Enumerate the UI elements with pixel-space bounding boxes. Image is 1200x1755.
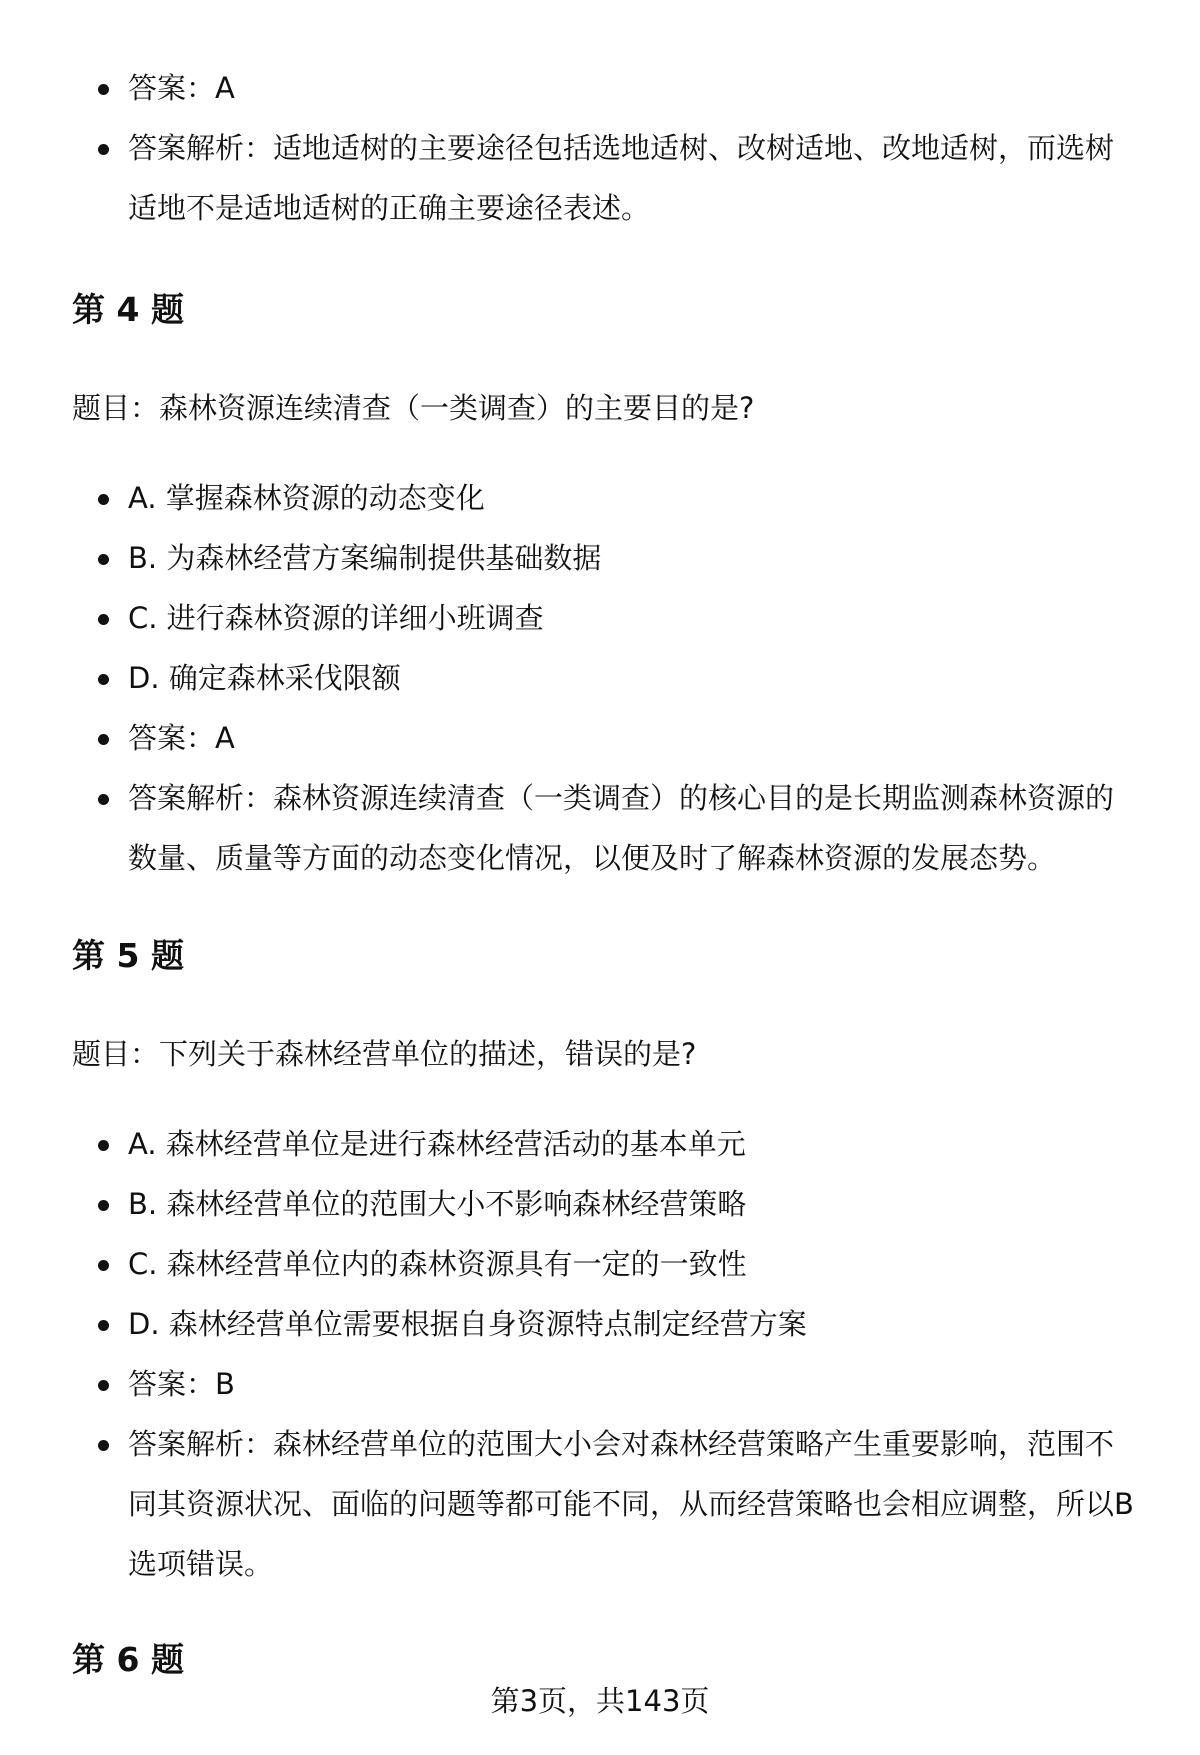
list-item xyxy=(0,1114,1200,1174)
list-item xyxy=(0,1354,1200,1414)
explanation-text: 答案解析：森林资源连续清查（一类调查）的核心目的是长期监测森林资源的数量、质量等方面的动态变化情况，以便及时了解森林资源的发展态势。 xyxy=(128,781,1115,875)
option-text: D. 森林经营单位需要根据自身资源特点制定经营方案 xyxy=(128,1307,807,1341)
list-item xyxy=(0,118,1200,238)
list-item xyxy=(0,648,1200,708)
bullet-icon xyxy=(98,734,109,745)
question-heading: 第 5 题 xyxy=(72,936,184,975)
list-item xyxy=(0,468,1200,528)
answer-text: 答案：A xyxy=(128,71,235,105)
list-item xyxy=(0,588,1200,648)
option-text: C. 进行森林资源的详细小班调查 xyxy=(128,601,544,635)
list-item xyxy=(0,58,1200,118)
bullet-icon xyxy=(98,494,109,505)
list-item xyxy=(0,528,1200,588)
answer-text: 答案：A xyxy=(128,721,235,755)
question-heading: 第 6 题 xyxy=(72,1640,184,1679)
question-text: 题目：下列关于森林经营单位的描述，错误的是? xyxy=(72,1037,697,1071)
option-text: B. 森林经营单位的范围大小不影响森林经营策略 xyxy=(128,1187,747,1221)
option-text: A. 掌握森林资源的动态变化 xyxy=(128,481,485,515)
option-text: B. 为森林经营方案编制提供基础数据 xyxy=(128,541,602,575)
q4-options-list xyxy=(0,468,1200,888)
explanation-text: 答案解析：森林经营单位的范围大小会对森林经营策略产生重要影响，范围不同其资源状况、面临的问题等都可能不同，从而经营策略也会相应调整，所以B选项错误。 xyxy=(128,1427,1134,1581)
bullet-icon xyxy=(98,84,109,95)
list-item xyxy=(0,1234,1200,1294)
q5-options-list xyxy=(0,1114,1200,1594)
list-item xyxy=(0,1294,1200,1354)
page-number: 第3页，共143页 xyxy=(490,1684,710,1718)
bullet-icon xyxy=(98,1320,109,1331)
bullet-icon xyxy=(98,1260,109,1271)
bullet-icon xyxy=(98,1200,109,1211)
bullet-icon xyxy=(98,1380,109,1391)
list-item xyxy=(0,708,1200,768)
list-item xyxy=(0,1414,1200,1594)
question-text: 题目：森林资源连续清查（一类调查）的主要目的是? xyxy=(72,391,755,425)
bullet-icon xyxy=(98,1440,109,1451)
list-item xyxy=(0,1174,1200,1234)
bullet-icon xyxy=(98,614,109,625)
option-text: C. 森林经营单位内的森林资源具有一定的一致性 xyxy=(128,1247,747,1281)
bullet-icon xyxy=(98,674,109,685)
option-text: D. 确定森林采伐限额 xyxy=(128,661,401,695)
bullet-icon xyxy=(98,794,109,805)
answer-text: 答案：B xyxy=(128,1367,235,1401)
option-text: A. 森林经营单位是进行森林经营活动的基本单元 xyxy=(128,1127,746,1161)
list-item xyxy=(0,768,1200,888)
question-heading: 第 4 题 xyxy=(72,290,184,329)
q3-tail-list xyxy=(0,58,1200,238)
bullet-icon xyxy=(98,554,109,565)
bullet-icon xyxy=(98,1140,109,1151)
bullet-icon xyxy=(98,144,109,155)
explanation-text: 答案解析：适地适树的主要途径包括选地适树、改树适地、改地适树，而选树适地不是适地适树的正确主要途径表述。 xyxy=(128,131,1115,225)
